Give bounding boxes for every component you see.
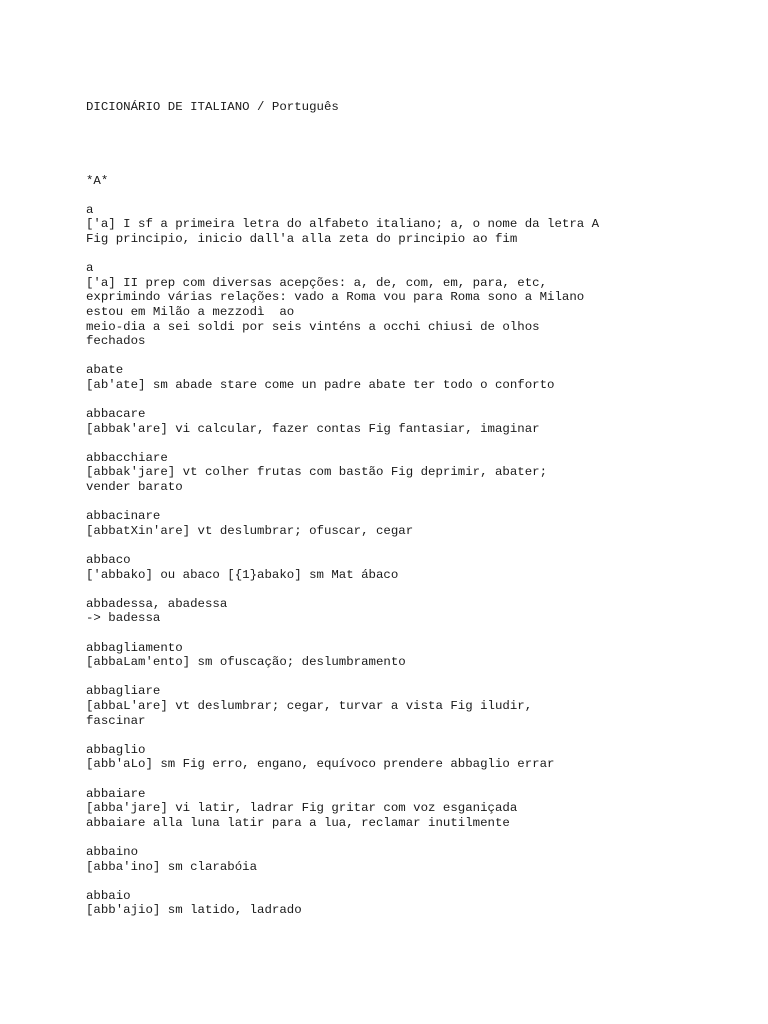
entry-definition-line: Fig principio, inicio dall'a alla zeta do principio ao fim bbox=[86, 231, 518, 246]
entry-a-2 bbox=[86, 261, 746, 349]
entry-abbaio bbox=[86, 889, 746, 918]
entry-definition-line: -> badessa bbox=[86, 611, 161, 626]
entry-abbadessa bbox=[86, 597, 746, 626]
document-page bbox=[86, 100, 746, 932]
entry-abbacinare bbox=[86, 509, 746, 538]
entry-definition-line: ['abbako] ou abaco [{1}abako] sm Mat ábaco bbox=[86, 567, 399, 582]
entry-headword: a bbox=[86, 261, 94, 276]
entry-definition-line: exprimindo várias relações: vado a Roma vou para Roma sono a Milano bbox=[86, 290, 585, 305]
entry-abbaiare bbox=[86, 787, 746, 831]
entry-headword: abate bbox=[86, 363, 124, 378]
entry-definition-line: fascinar bbox=[86, 713, 146, 728]
entry-headword: abbagliamento bbox=[86, 640, 183, 655]
entry-definition-line: estou em Milão a mezzodì ao bbox=[86, 304, 295, 319]
entry-abbaglio bbox=[86, 743, 746, 772]
entry-abbaco bbox=[86, 553, 746, 582]
entry-headword: abbacare bbox=[86, 407, 146, 422]
entry-definition-line: [abb'ajio] sm latido, ladrado bbox=[86, 903, 302, 918]
entry-headword: abbaiare bbox=[86, 786, 146, 801]
entry-definition-line: [abba'jare] vi latir, ladrar Fig gritar com voz esganiçada bbox=[86, 801, 518, 816]
entry-definition-line: [abb'aLo] sm Fig erro, engano, equívoco prendere abbaglio errar bbox=[86, 757, 555, 772]
entry-definition-line: abbaiare alla luna latir para a lua, reclamar inutilmente bbox=[86, 815, 510, 830]
entry-headword: abbaio bbox=[86, 888, 131, 903]
entry-definition-line: [abbaL'are] vt deslumbrar; cegar, turvar a vista Fig iludir, bbox=[86, 698, 533, 713]
entry-definition-line: [abbaLam'ento] sm ofuscação; deslumbramento bbox=[86, 655, 406, 670]
entry-a-1 bbox=[86, 203, 746, 247]
entry-abbacchiare bbox=[86, 451, 746, 495]
entry-definition-line: ['a] I sf a primeira letra do alfabeto italiano; a, o nome da letra A bbox=[86, 217, 600, 232]
entry-headword: abbagliare bbox=[86, 684, 161, 699]
entry-abbagliamento bbox=[86, 641, 746, 670]
entry-abate bbox=[86, 363, 746, 392]
entry-headword: abbaco bbox=[86, 553, 131, 568]
entry-headword: a bbox=[86, 202, 94, 217]
entry-definition-line: [abbak'are] vi calcular, fazer contas Fig fantasiar, imaginar bbox=[86, 421, 540, 436]
entry-definition-line: [abbatXin'are] vt deslumbrar; ofuscar, cegar bbox=[86, 523, 414, 538]
entry-headword: abbadessa, abadessa bbox=[86, 596, 228, 611]
entry-definition-line: meio-dia a sei soldi por seis vinténs a occhi chiusi de olhos bbox=[86, 319, 540, 334]
entry-definition-line: [abbak'jare] vt colher frutas com bastão Fig deprimir, abater; bbox=[86, 465, 548, 480]
entry-definition-line: vender barato bbox=[86, 480, 183, 495]
entry-definition-line: fechados bbox=[86, 334, 146, 349]
entry-headword: abbacchiare bbox=[86, 450, 168, 465]
entry-definition-line: [abba'ino] sm clarabóia bbox=[86, 859, 258, 874]
entry-abbaino bbox=[86, 845, 746, 874]
letter-heading: *A* bbox=[86, 173, 109, 188]
entry-abbagliare bbox=[86, 684, 746, 728]
entry-headword: abbaino bbox=[86, 844, 139, 859]
entry-definition-line: ['a] II prep com diversas acepções: a, de, com, em, para, etc, bbox=[86, 275, 548, 290]
entry-headword: abbacinare bbox=[86, 509, 161, 524]
entry-abbacare bbox=[86, 407, 746, 436]
document-title: DICIONÁRIO DE ITALIANO / Português bbox=[86, 100, 339, 114]
entry-headword: abbaglio bbox=[86, 742, 146, 757]
entry-definition-line: [ab'ate] sm abade stare come un padre abate ter todo o conforto bbox=[86, 377, 555, 392]
